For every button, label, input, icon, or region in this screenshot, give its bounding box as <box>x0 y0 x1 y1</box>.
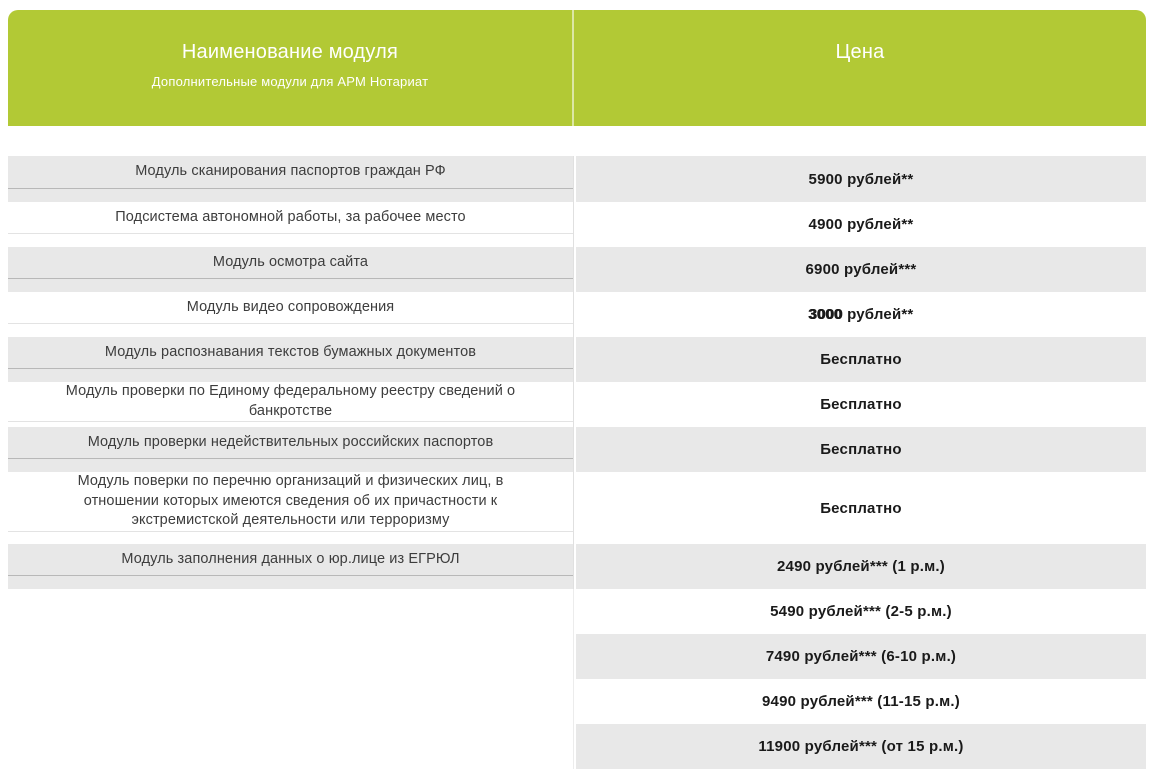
price-value: 4900 рублей** <box>808 216 914 233</box>
module-name-band <box>8 337 573 369</box>
price-cell <box>574 427 1146 472</box>
module-name-spacer <box>8 234 573 247</box>
module-name-band <box>8 156 573 189</box>
module-name-cell <box>8 589 574 634</box>
table-row <box>8 679 1146 724</box>
module-name-spacer <box>8 279 573 292</box>
price-cell <box>574 202 1146 247</box>
module-name-band <box>8 427 573 459</box>
price-value: 9490 рублей*** (11-15 р.м.) <box>762 693 960 710</box>
price-value: Бесплатно <box>820 441 902 458</box>
price-cell <box>574 156 1146 202</box>
module-name-spacer <box>8 324 573 337</box>
price-value: 5490 рублей*** (2-5 р.м.) <box>770 603 952 620</box>
module-name-band <box>8 679 573 711</box>
price-value: 3000 рублей** <box>808 306 914 323</box>
module-name-cell <box>8 472 574 544</box>
table-row <box>8 724 1146 769</box>
table-row <box>8 202 1146 247</box>
module-name-spacer <box>8 532 573 544</box>
table-row <box>8 589 1146 634</box>
table-row <box>8 247 1146 292</box>
table-row <box>8 472 1146 544</box>
module-name-band <box>8 292 573 324</box>
price-value: 7490 рублей*** (6-10 р.м.) <box>765 648 957 665</box>
module-name-band <box>8 382 573 422</box>
module-name-cell <box>8 247 574 292</box>
module-name-cell <box>8 679 574 724</box>
price-cell <box>574 247 1146 292</box>
module-name-spacer <box>8 666 573 679</box>
price-cell <box>574 337 1146 382</box>
module-name-spacer <box>8 459 573 472</box>
module-name: Модуль осмотра сайта <box>212 253 369 270</box>
price-cell <box>574 724 1146 769</box>
price-value: Бесплатно <box>820 499 902 517</box>
table-row <box>8 337 1146 382</box>
module-name-cell <box>8 544 574 589</box>
module-name-band <box>8 472 573 532</box>
table-row <box>8 292 1146 337</box>
module-name-cell <box>8 337 574 382</box>
price-value: 6900 рублей*** <box>805 261 917 278</box>
price-column-header <box>574 10 1146 126</box>
module-name: Модуль видео сопровождения <box>186 298 395 315</box>
price-cell <box>574 472 1146 544</box>
table-row <box>8 382 1146 427</box>
module-name-cell <box>8 156 574 202</box>
module-name-band <box>8 544 573 576</box>
module-name: Модуль проверки по Единому федеральному реестру сведений о банкротстве <box>65 383 516 419</box>
module-name-spacer <box>8 189 573 202</box>
module-name: Модуль поверки по перечню организаций и физических лиц, в отношении которых имеются сведения об их причастности к экстремистской деятельности или терроризму <box>77 473 504 529</box>
module-name-cell <box>8 382 574 427</box>
price-value: Бесплатно <box>820 351 902 368</box>
module-name: Модуль сканирования паспортов граждан РФ <box>135 163 446 180</box>
price-cell <box>574 589 1146 634</box>
module-column-subtitle: Дополнительные модули для АРМ Нотариат <box>151 74 429 89</box>
module-name: Модуль проверки недействительных российских паспортов <box>87 433 494 450</box>
module-name-cell <box>8 634 574 679</box>
module-name-band <box>8 589 573 621</box>
module-name-band <box>8 247 573 279</box>
module-name-spacer <box>8 621 573 634</box>
module-name-cell <box>8 202 574 247</box>
price-value: Бесплатно <box>820 396 902 413</box>
table-row <box>8 427 1146 472</box>
price-cell <box>574 679 1146 724</box>
module-name-spacer <box>8 576 573 589</box>
header-spacer-row <box>8 126 1146 156</box>
table-row <box>8 544 1146 589</box>
module-name: Подсистема автономной работы, за рабочее место <box>115 208 466 225</box>
price-cell <box>574 634 1146 679</box>
price-value: 2490 рублей*** (1 р.м.) <box>776 558 945 575</box>
table-row <box>8 634 1146 679</box>
module-column-header <box>8 10 574 126</box>
module-name-band <box>8 634 573 666</box>
module-column-title: Наименование модуля <box>181 41 399 63</box>
table-row <box>8 156 1146 202</box>
module-name-spacer <box>8 369 573 382</box>
module-name-cell <box>8 724 574 769</box>
price-cell <box>574 382 1146 427</box>
price-value: 5900 рублей** <box>808 170 914 188</box>
price-cell <box>574 544 1146 589</box>
table-body <box>8 156 1146 769</box>
module-name-band <box>8 724 573 756</box>
module-name-cell <box>8 427 574 472</box>
table-header <box>8 10 1146 126</box>
price-value: 11900 рублей*** (от 15 р.м.) <box>758 738 964 755</box>
pricing-table <box>8 10 1146 769</box>
module-name-band <box>8 202 573 234</box>
module-name-cell <box>8 292 574 337</box>
module-name-spacer <box>8 756 573 769</box>
module-name-spacer <box>8 711 573 724</box>
module-name: Модуль заполнения данных о юр.лице из ЕГРЮЛ <box>121 550 460 567</box>
module-name: Модуль распознавания текстов бумажных документов <box>104 343 477 360</box>
price-cell <box>574 292 1146 337</box>
price-column-title: Цена <box>835 41 885 63</box>
